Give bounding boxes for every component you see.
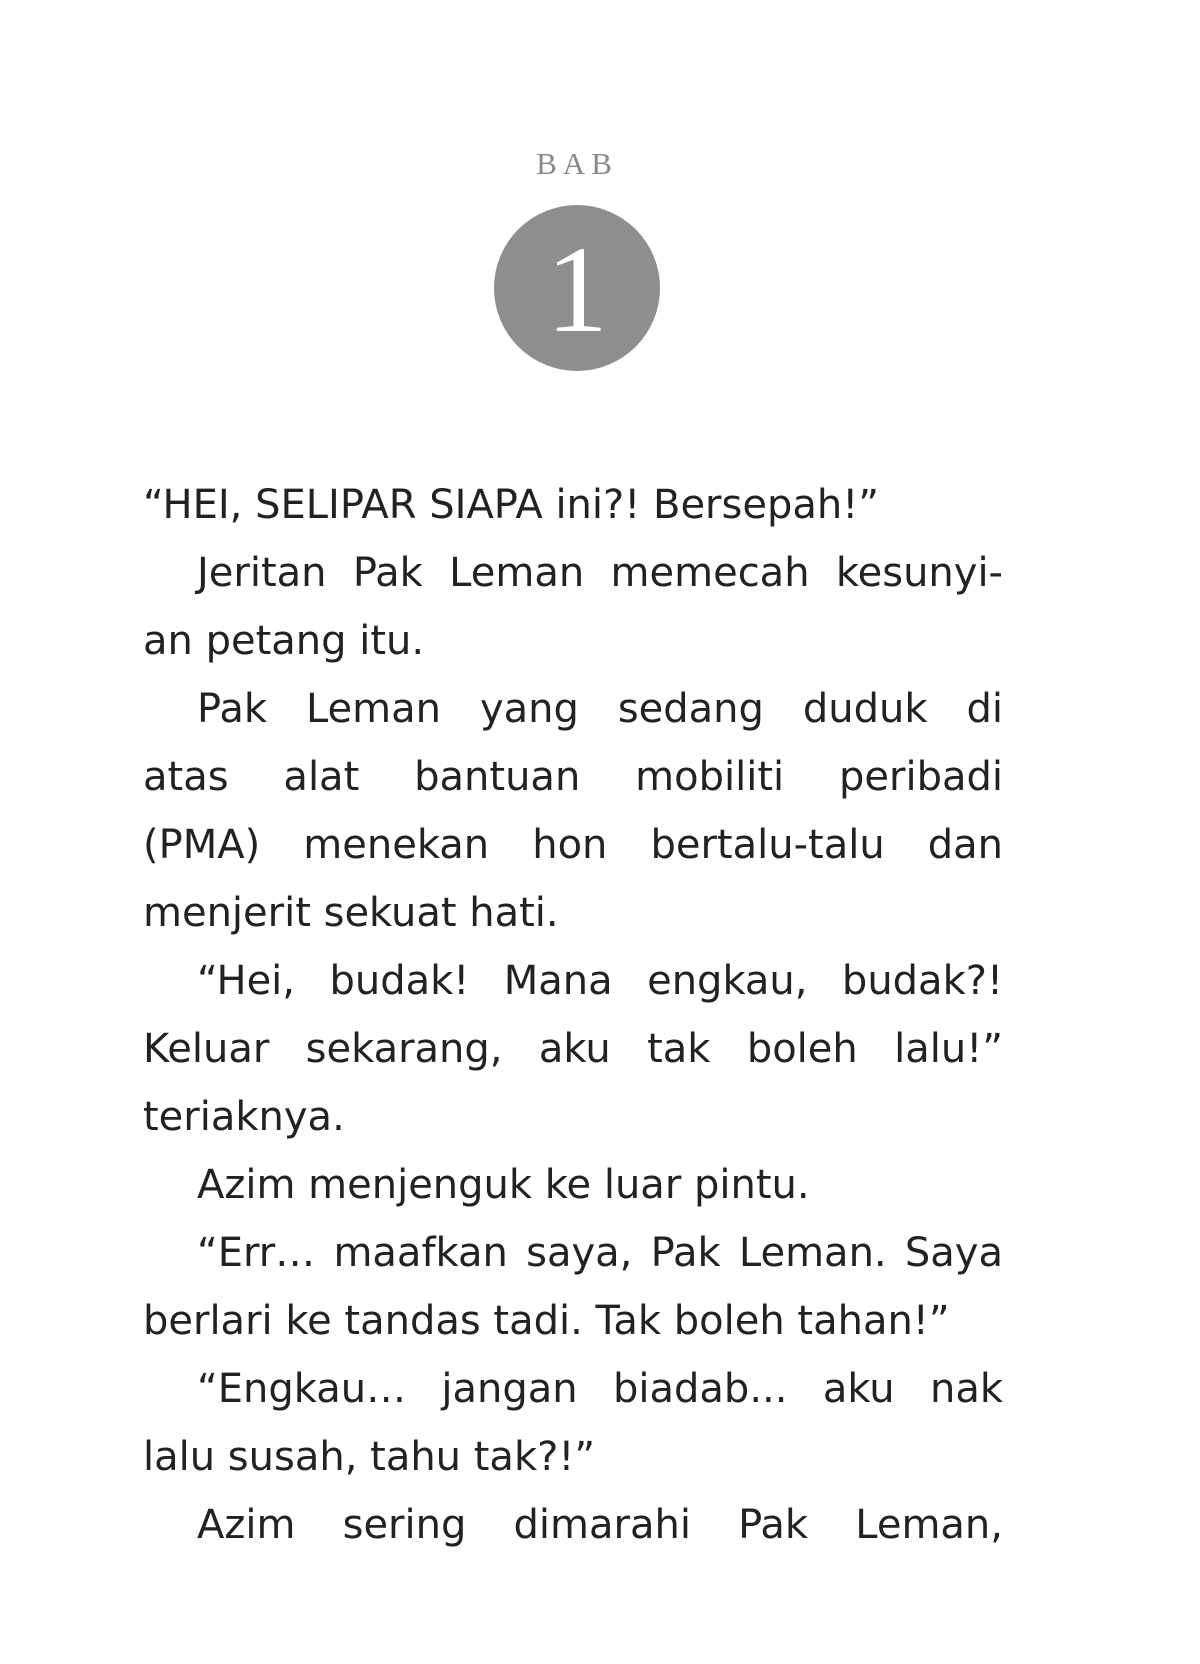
chapter-label: BAB — [536, 146, 618, 181]
chapter-body-text — [143, 471, 1003, 1559]
text-line: “HEI, SELIPAR SIAPA ini?! Bersepah!” — [143, 482, 879, 528]
text-line: “Hei, budak! Mana engkau, budak?! — [197, 958, 1003, 1004]
text-line: “Err… maafkan saya, Pak Leman. Saya — [197, 1230, 1003, 1276]
text-line: “Engkau… jangan biadab... aku nak — [197, 1366, 1003, 1412]
text-line: teriaknya. — [143, 1094, 345, 1140]
text-line: Keluar sekarang, aku tak boleh lalu!” — [143, 1026, 1003, 1072]
text-line: lalu susah, tahu tak?!” — [143, 1434, 596, 1480]
text-line: Pak Leman yang sedang duduk di — [197, 686, 1003, 732]
chapter-number: 1 — [546, 221, 608, 358]
text-line: atas alat bantuan mobiliti peribadi — [143, 754, 1003, 800]
chapter-number-badge — [494, 205, 660, 371]
text-line: Azim sering dimarahi Pak Leman, — [197, 1502, 1003, 1548]
text-line: Jeritan Pak Leman memecah kesunyi- — [197, 550, 1003, 596]
text-line: an petang itu. — [143, 618, 425, 664]
text-line: Azim menjenguk ke luar pintu. — [197, 1162, 810, 1208]
text-line: (PMA) menekan hon bertalu-talu dan — [143, 822, 1003, 868]
text-line: berlari ke tandas tadi. Tak boleh tahan!” — [143, 1298, 950, 1344]
text-line: menjerit sekuat hati. — [143, 890, 559, 936]
